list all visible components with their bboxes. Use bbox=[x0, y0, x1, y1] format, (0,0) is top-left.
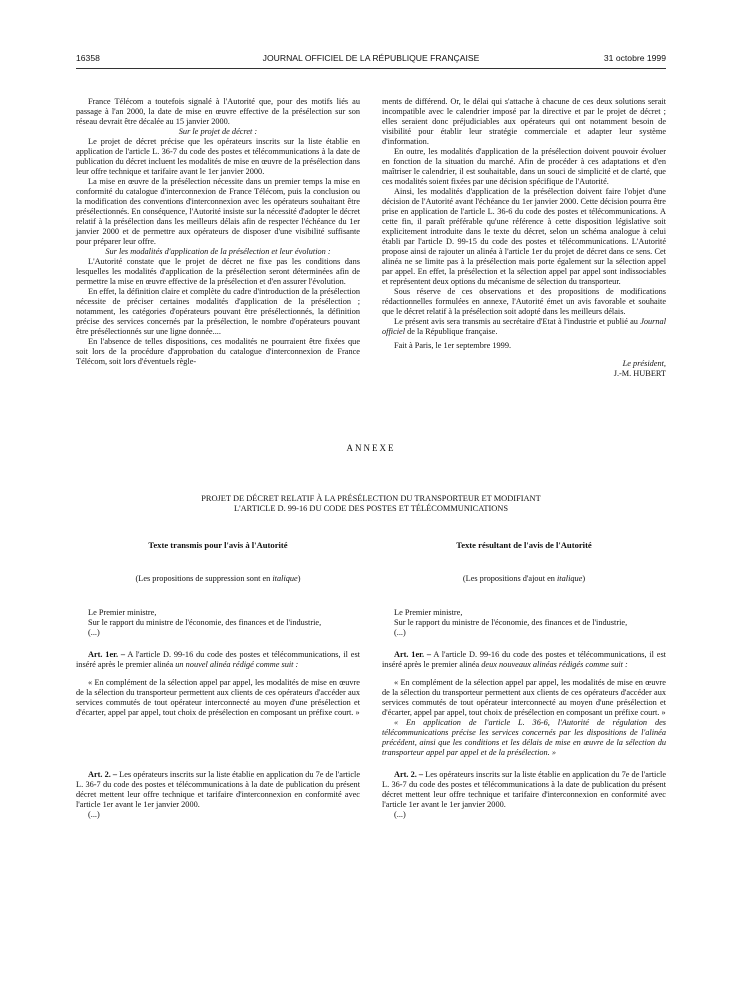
right-column bbox=[382, 97, 666, 379]
ellipsis: (...) bbox=[394, 628, 406, 637]
article-1-quote: « En complément de la sélection appel par appel, les modalités de mise en œuvre de la sélection du transporteur permettent aux clients de ces opérateurs d'accéder aux services commutés de tout opérateur interconnecté au moyen d'une présélection et d'écarter, appel par appel, tout choix de présélection en composant un préfixe court. » bbox=[76, 678, 360, 717]
rapport-line: Sur le rapport du ministre de l'économie, des finances et de l'industrie, bbox=[394, 618, 628, 627]
article-2 bbox=[76, 770, 360, 810]
signature-title bbox=[382, 359, 666, 369]
annex-decree-title bbox=[76, 494, 666, 514]
minister-line: Le Premier ministre, bbox=[394, 608, 463, 617]
text-run: A l'article D. 99-16 du code des postes et télécommunications, il est inséré après le premier alinéa bbox=[382, 650, 666, 669]
article-label: Art. 2. – bbox=[88, 770, 118, 779]
paragraph: Ainsi, les modalités d'application de la présélection doivent faire l'objet d'une décision de l'Autorité avant l'échéance du 1er janvier 2000. Cette décision pourra être prise en application de l'article L. 36-6 du code des postes et télécommunications. A cette fin, il paraît préférable qu'une référence à cette disposition législative soit explicitement introduite dans le texte du décret, selon un schéma analogue à celui établi par l'article D. 99-15 du code des postes et télécommunications. L'Autorité propose ainsi de rajouter un alinéa à l'article 1er du projet de décret dans ce sens. Cet alinéa ne se limite pas à la présélection mais porte également sur la sélection appel par appel. En effet, la présélection et la sélection appel par appel sont indissociables et représentent deux options du mécanisme de sélection du transporteur. bbox=[382, 187, 666, 286]
annex-left-column bbox=[76, 540, 360, 820]
paragraph: En outre, les modalités d'application de la présélection doivent pouvoir évoluer en fonction de la situation du marché. Afin de procéder à ces adaptations et d'en maîtriser le calendrier, il est souhaitable, dans un souci de simplicité et de clarté, que ces modalités soient fixées par une décision spécifique de l'Autorité. bbox=[382, 147, 666, 186]
paragraph bbox=[382, 317, 666, 337]
rapport-line: Sur le rapport du ministre de l'économie, des finances et de l'industrie, bbox=[88, 618, 322, 627]
journal-name: Journal officiel bbox=[382, 317, 666, 336]
issue-date: 31 octobre 1999 bbox=[603, 53, 666, 63]
text-run: de la République française. bbox=[405, 327, 498, 336]
text-run: italique bbox=[272, 574, 298, 583]
paragraph: Le projet de décret précise que les opérateurs inscrits sur la liste établie en application de l'article L. 36-7 du code des postes et télécommunications à la date de publication du décret incluent les modalités de mise en œuvre de la présélection dans leur offre technique et tarifaire avant le 1er janvier 2000. bbox=[76, 137, 360, 176]
paragraph: En l'absence de telles dispositions, ces modalités ne pourraient être fixées que soit lors de la procédure d'approbation du catalogue d'interconnexion de France Télécom, soit lors d'éventuels règle- bbox=[76, 337, 360, 366]
section-heading: Sur les modalités d'application de la présélection et leur évolution : bbox=[105, 247, 331, 256]
paragraph: En effet, la définition claire et complète du cadre d'introduction de la présélection nécessite de préciser certaines modalités d'application de la présélection ; notamment, les catégories d'opérateurs pouvant être présélectionnés, la définition précise des services concernés par la présélection, le nombre d'opérateurs pouvant être présélectionnés sur une ligne donnée.... bbox=[76, 287, 360, 336]
ellipsis: (...) bbox=[88, 810, 100, 819]
signature-title-text: Le président, bbox=[622, 359, 666, 368]
page-number: 16358 bbox=[76, 53, 100, 63]
ellipsis: (...) bbox=[88, 628, 100, 637]
deleted-text: un nouvel alinéa rédigé comme suit : bbox=[175, 660, 299, 669]
text-run: Le présent avis sera transmis au secrétaire d'Etat à l'industrie et publié au bbox=[394, 317, 641, 326]
paragraph: France Télécom a toutefois signalé à l'Autorité que, pour des motifs liés au passage à l'an 2000, la date de mise en œuvre effective de la présélection sur son réseau devrait être décalée au 15 janvier 2000. bbox=[76, 97, 360, 126]
article-1 bbox=[382, 650, 666, 670]
text-run: ) bbox=[297, 574, 301, 583]
annex-column-heading: Texte transmis pour l'avis à l'Autorité bbox=[148, 540, 288, 550]
article-2 bbox=[382, 770, 666, 810]
annex-right-column bbox=[382, 540, 666, 820]
page-header bbox=[76, 53, 666, 67]
annex-title: ANNEXE bbox=[346, 443, 396, 453]
journal-title: JOURNAL OFFICIEL DE LA RÉPUBLIQUE FRANÇAISE bbox=[262, 53, 480, 63]
text-run: Les opérateurs inscrits sur la liste établie en application du 7e de l'article L. 36-7 du code des postes et télécommunications à la date de publication du présent décret mettent leur offre technique et tarifaire d'interconnexion en conformité avec l'article 1er avant le 1er janvier 2000. bbox=[382, 770, 667, 809]
annex-note bbox=[76, 574, 360, 584]
added-text: deux nouveaux alinéas rédigés comme suit : bbox=[481, 660, 628, 669]
annex-column-heading: Texte résultant de l'avis de l'Autorité bbox=[456, 540, 592, 550]
article-1-added-paragraph bbox=[382, 718, 666, 758]
article-label: Art. 1er. – bbox=[88, 650, 126, 659]
text-run: A l'article D. 99-16 du code des postes et télécommunications, il est inséré après le premier alinéa bbox=[76, 650, 360, 669]
place-date: Fait à Paris, le 1er septembre 1999. bbox=[394, 341, 512, 350]
text-run: (Les propositions de suppression sont en bbox=[135, 574, 273, 583]
ellipsis: (...) bbox=[394, 810, 406, 819]
annex-note bbox=[382, 574, 666, 584]
added-text: « En application de l'article L. 36-6, l'Autorité de régulation des télécommunications précise les services concernés par les dispositions de l'alinéa précédent, ainsi que les conditions et les délais de mise en œuvre de la sélection du transporteur appel par appel et de la présélection. » bbox=[382, 718, 666, 757]
text-run: ) bbox=[582, 574, 586, 583]
header-rule bbox=[76, 68, 666, 69]
decree-title-line: PROJET DE DÉCRET RELATIF À LA PRÉSÉLECTION DU TRANSPORTEUR ET MODIFIANT bbox=[201, 494, 541, 503]
text-run: Les opérateurs inscrits sur la liste établie en application du 7e de l'article L. 36-7 du code des postes et télécommunications à la date de publication du présent décret mettent leur offre technique et tarifaire d'interconnexion en conformité avec l'article 1er avant le 1er janvier 2000. bbox=[76, 770, 361, 809]
text-run: italique bbox=[557, 574, 583, 583]
paragraph: Sous réserve de ces observations et des propositions de modifications rédactionnelles formulées en annexe, l'Autorité émet un avis favorable et souhaite que le décret relatif à la présélection soit adopté dans les meilleurs délais. bbox=[382, 287, 666, 316]
paragraph: L'Autorité constate que le projet de décret ne fixe pas les conditions dans lesquelles les modalités d'application de la présélection seront déterminées afin de permettre la mise en œuvre effective de la présélection et d'en assurer l'évolution. bbox=[76, 257, 360, 286]
paragraph: ments de différend. Or, le délai qui s'attache à chacune de ces deux solutions serait incompatible avec le calendrier imposé par la directive et par le projet de décret ; elles seraient donc préjudiciables aux opérateurs qui ont notamment besoin de visibilité pour établir leur stratégie commerciale et adapter leur système d'information. bbox=[382, 97, 666, 146]
paragraph: La mise en œuvre de la présélection nécessite dans un premier temps la mise en conformité du catalogue d'interconnexion de France Télécom, puis la conclusion ou la modification des conventions d'interconnexion avec les opérateurs souhaitant être présélectionnés. En conséquence, l'Autorité insiste sur la nécessité d'adopter le décret relatif à la présélection dans les meilleurs délais afin de respecter l'échéance du 1er janvier 2000 et de permettre aux opérateurs de disposer d'une visibilité suffisante pour préparer leur offre. bbox=[76, 177, 360, 246]
article-1 bbox=[76, 650, 360, 670]
section-heading: Sur le projet de décret : bbox=[178, 127, 258, 136]
article-label: Art. 2. – bbox=[394, 770, 424, 779]
signature-block bbox=[382, 359, 666, 379]
article-1-quote: « En complément de la sélection appel par appel, les modalités de mise en œuvre de la sélection du transporteur permettent aux clients de ces opérateurs d'accéder aux services commutés de tout opérateur interconnecté au moyen d'une présélection et d'écarter, appel par appel, tout choix de présélection en composant un préfixe court. » bbox=[382, 678, 666, 717]
minister-line: Le Premier ministre, bbox=[88, 608, 157, 617]
decree-title-line: L'ARTICLE D. 99-16 DU CODE DES POSTES ET TÉLÉCOMMUNICATIONS bbox=[233, 504, 509, 513]
signature-name: J.-M. HUBERT bbox=[613, 369, 666, 378]
article-label: Art. 1er. – bbox=[394, 650, 432, 659]
text-run: (Les propositions d'ajout en bbox=[462, 574, 557, 583]
left-column bbox=[76, 97, 360, 367]
